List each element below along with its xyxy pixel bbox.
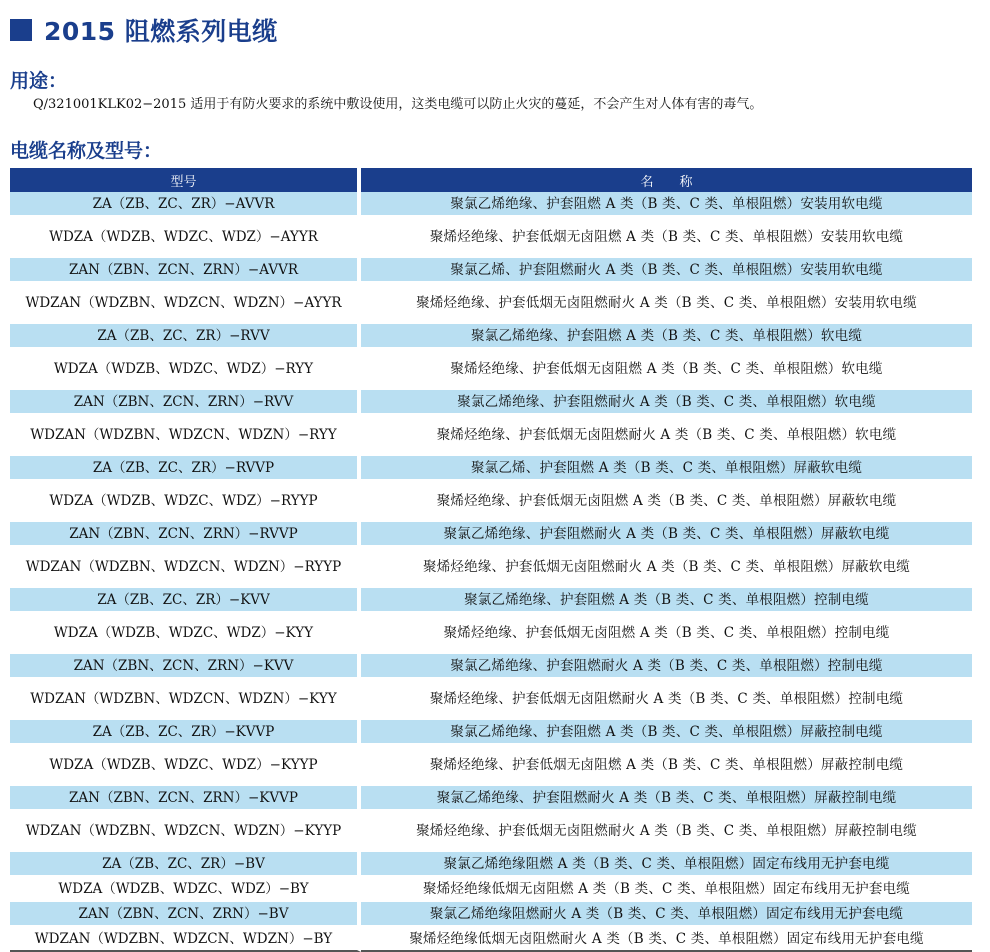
table-row <box>10 927 972 952</box>
cable-table <box>10 168 972 952</box>
models-heading: 电缆名称及型号： <box>10 140 163 162</box>
name-cell: 聚烯烃绝缘、护套低烟无卤阻燃耐火 A 类（B 类、C 类、单根阻燃）屏蔽控制电缆 <box>361 811 972 852</box>
model-cell: ZA（ZB、ZC、ZR）−KVVP <box>10 720 361 745</box>
model-cell: WDZA（WDZB、WDZC、WDZ）−AYYR <box>10 217 361 258</box>
table-row <box>10 481 972 522</box>
name-cell: 聚氯乙烯绝缘、护套阻燃耐火 A 类（B 类、C 类、单根阻燃）屏蔽软电缆 <box>361 522 972 547</box>
header-model: 型号 <box>10 168 361 192</box>
name-cell: 聚氯乙烯绝缘、护套阻燃 A 类（B 类、C 类、单根阻燃）软电缆 <box>361 324 972 349</box>
model-cell: WDZA（WDZB、WDZC、WDZ）−RYYP <box>10 481 361 522</box>
model-cell: WDZA（WDZB、WDZC、WDZ）−KYYP <box>10 745 361 786</box>
name-cell: 聚氯乙烯绝缘、护套阻燃 A 类（B 类、C 类、单根阻燃）屏蔽控制电缆 <box>361 720 972 745</box>
model-cell: WDZA（WDZB、WDZC、WDZ）−BY <box>10 877 361 902</box>
name-cell: 聚烯烃绝缘、护套低烟无卤阻燃 A 类（B 类、C 类、单根阻燃）屏蔽软电缆 <box>361 481 972 522</box>
table-row <box>10 786 972 811</box>
name-cell: 聚烯烃绝缘、护套低烟无卤阻燃 A 类（B 类、C 类、单根阻燃）控制电缆 <box>361 613 972 654</box>
table-row <box>10 588 972 613</box>
name-cell: 聚氯乙烯绝缘、护套阻燃耐火 A 类（B 类、C 类、单根阻燃）屏蔽控制电缆 <box>361 786 972 811</box>
table-row <box>10 390 972 415</box>
model-cell: ZAN（ZBN、ZCN、ZRN）−RVVP <box>10 522 361 547</box>
name-cell: 聚烯烃绝缘、护套低烟无卤阻燃 A 类（B 类、C 类、单根阻燃）安装用软电缆 <box>361 217 972 258</box>
model-cell: WDZA（WDZB、WDZC、WDZ）−KYY <box>10 613 361 654</box>
table-row <box>10 415 972 456</box>
table-row <box>10 745 972 786</box>
table-row <box>10 679 972 720</box>
table-row <box>10 283 972 324</box>
name-cell: 聚烯烃绝缘低烟无卤阻燃耐火 A 类（B 类、C 类、单根阻燃）固定布线用无护套电缆 <box>361 927 972 952</box>
name-cell: 聚烯烃绝缘、护套低烟无卤阻燃耐火 A 类（B 类、C 类、单根阻燃）控制电缆 <box>361 679 972 720</box>
model-cell: ZA（ZB、ZC、ZR）−RVV <box>10 324 361 349</box>
name-cell: 聚烯烃绝缘、护套低烟无卤阻燃耐火 A 类（B 类、C 类、单根阻燃）屏蔽软电缆 <box>361 547 972 588</box>
title-square-icon <box>10 19 32 41</box>
model-cell: ZA（ZB、ZC、ZR）−AVVR <box>10 192 361 217</box>
page-title-text: 2015 阻燃系列电缆 <box>44 17 278 46</box>
name-cell: 聚氯乙烯绝缘阻燃耐火 A 类（B 类、C 类、单根阻燃）固定布线用无护套电缆 <box>361 902 972 927</box>
table-row <box>10 217 972 258</box>
table-row <box>10 324 972 349</box>
model-cell: ZAN（ZBN、ZCN、ZRN）−AVVR <box>10 258 361 283</box>
table-row <box>10 192 972 217</box>
name-cell: 聚烯烃绝缘低烟无卤阻燃 A 类（B 类、C 类、单根阻燃）固定布线用无护套电缆 <box>361 877 972 902</box>
model-cell: ZAN（ZBN、ZCN、ZRN）−KVV <box>10 654 361 679</box>
model-cell: ZA（ZB、ZC、ZR）−KVV <box>10 588 361 613</box>
table-header-row <box>10 168 972 192</box>
name-cell: 聚氯乙烯绝缘阻燃 A 类（B 类、C 类、单根阻燃）固定布线用无护套电缆 <box>361 852 972 877</box>
name-cell: 聚氯乙烯绝缘、护套阻燃耐火 A 类（B 类、C 类、单根阻燃）软电缆 <box>361 390 972 415</box>
name-cell: 聚烯烃绝缘、护套低烟无卤阻燃耐火 A 类（B 类、C 类、单根阻燃）软电缆 <box>361 415 972 456</box>
model-cell: WDZA（WDZB、WDZC、WDZ）−RYY <box>10 349 361 390</box>
name-cell: 聚烯烃绝缘、护套低烟无卤阻燃 A 类（B 类、C 类、单根阻燃）屏蔽控制电缆 <box>361 745 972 786</box>
table-row <box>10 902 972 927</box>
table-row <box>10 613 972 654</box>
usage-text: Q/321001KLK02−2015 适用于有防火要求的系统中敷设使用，这类电缆可以防止火灾的蔓延，不会产生对人体有害的毒气。 <box>33 97 763 112</box>
model-cell: ZAN（ZBN、ZCN、ZRN）−RVV <box>10 390 361 415</box>
model-cell: WDZAN（WDZBN、WDZCN、WDZN）−KYYP <box>10 811 361 852</box>
usage-heading: 用途： <box>10 70 68 92</box>
name-cell: 聚氯乙烯绝缘、护套阻燃耐火 A 类（B 类、C 类、单根阻燃）控制电缆 <box>361 654 972 679</box>
model-cell: WDZAN（WDZBN、WDZCN、WDZN）−RYYP <box>10 547 361 588</box>
model-cell: WDZAN（WDZBN、WDZCN、WDZN）−KYY <box>10 679 361 720</box>
model-cell: ZAN（ZBN、ZCN、ZRN）−BV <box>10 902 361 927</box>
table-row <box>10 349 972 390</box>
model-cell: ZA（ZB、ZC、ZR）−RVVP <box>10 456 361 481</box>
table-row <box>10 258 972 283</box>
table-row <box>10 522 972 547</box>
model-cell: WDZAN（WDZBN、WDZCN、WDZN）−AYYR <box>10 283 361 324</box>
table-row <box>10 720 972 745</box>
name-cell: 聚烯烃绝缘、护套低烟无卤阻燃 A 类（B 类、C 类、单根阻燃）软电缆 <box>361 349 972 390</box>
model-cell: ZA（ZB、ZC、ZR）−BV <box>10 852 361 877</box>
name-cell: 聚氯乙烯、护套阻燃 A 类（B 类、C 类、单根阻燃）屏蔽软电缆 <box>361 456 972 481</box>
model-cell: WDZAN（WDZBN、WDZCN、WDZN）−RYY <box>10 415 361 456</box>
table-row <box>10 811 972 852</box>
name-cell: 聚氯乙烯、护套阻燃耐火 A 类（B 类、C 类、单根阻燃）安装用软电缆 <box>361 258 972 283</box>
table-row <box>10 654 972 679</box>
model-cell: ZAN（ZBN、ZCN、ZRN）−KVVP <box>10 786 361 811</box>
table-row <box>10 456 972 481</box>
table-row <box>10 547 972 588</box>
table-body <box>10 192 972 952</box>
table-row <box>10 877 972 902</box>
page-title <box>10 12 278 48</box>
name-cell: 聚氯乙烯绝缘、护套阻燃 A 类（B 类、C 类、单根阻燃）控制电缆 <box>361 588 972 613</box>
header-name: 名 称 <box>361 168 972 192</box>
name-cell: 聚氯乙烯绝缘、护套阻燃 A 类（B 类、C 类、单根阻燃）安装用软电缆 <box>361 192 972 217</box>
name-cell: 聚烯烃绝缘、护套低烟无卤阻燃耐火 A 类（B 类、C 类、单根阻燃）安装用软电缆 <box>361 283 972 324</box>
model-cell: WDZAN（WDZBN、WDZCN、WDZN）−BY <box>10 927 361 952</box>
table-row <box>10 852 972 877</box>
